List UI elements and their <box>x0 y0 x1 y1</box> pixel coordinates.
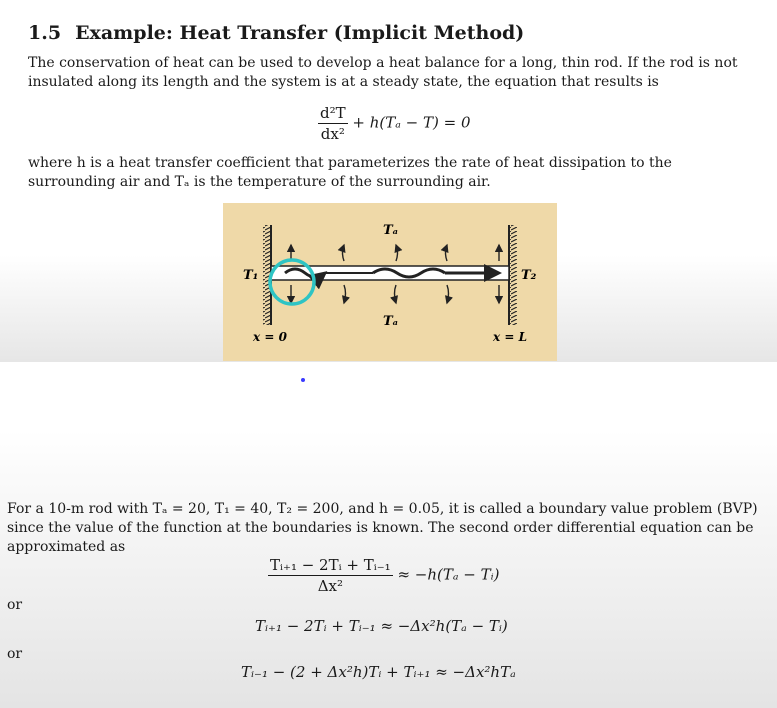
label-ta-top: Tₐ <box>383 223 398 238</box>
dissipation-arrow-down-3 <box>395 285 397 303</box>
heat-rod-diagram <box>223 203 557 361</box>
right-wall-hatch <box>509 225 517 325</box>
equation-fd1-denominator: Δx² <box>317 577 343 595</box>
section-heading <box>28 22 524 44</box>
or-label-1: or <box>7 597 23 613</box>
dissipation-arrow-down-2 <box>344 285 346 303</box>
bvp-paragraph: For a 10-m rod with Tₐ = 20, T₁ = 40, T₂ = 200, and h = 0.05, it is called a boundary value problem (BVP) since the value of the function at the boundaries is known. The second order differential equation can be approximated as <box>7 501 758 555</box>
label-t1: T₁ <box>243 268 259 283</box>
label-ta-bottom: Tₐ <box>383 314 398 329</box>
equation-fd1 <box>268 556 500 595</box>
label-xl: x = L <box>493 330 528 344</box>
definition-paragraph: where h is a heat transfer coefficient that parameterizes the rate of heat dissipation to the surrounding air and Tₐ is the temperature of the surrounding air. <box>28 155 672 190</box>
section-number: 1.5 <box>28 22 62 44</box>
dissipation-arrow-up-2 <box>343 245 345 261</box>
equation-main-rest: + h(Tₐ − T) = 0 <box>352 113 471 132</box>
equation-fd1-fraction <box>268 556 393 595</box>
equation-main-numerator: d²T <box>320 104 346 122</box>
dissipation-arrow-up-3 <box>396 245 398 261</box>
equation-fd2-text: Tᵢ₊₁ − 2Tᵢ + Tᵢ₋₁ ≈ −Δx²h(Tₐ − Tᵢ) <box>255 617 508 635</box>
equation-fd2 <box>255 617 508 635</box>
label-x0: x = 0 <box>253 330 287 344</box>
equation-main-denominator: dx² <box>320 125 345 143</box>
section-title: Example: Heat Transfer (Implicit Method) <box>75 22 525 44</box>
heat-rod-figure <box>223 203 557 361</box>
or-label-2: or <box>7 646 23 662</box>
equation-main-fraction <box>318 104 348 143</box>
dissipation-arrow-down-4 <box>447 285 449 303</box>
intro-paragraph: The conservation of heat can be used to develop a heat balance for a long, thin rod. If the rod is not insulated along its length and the system is at a steady state, the equation that results is <box>28 55 738 90</box>
equation-fd1-rest: ≈ −h(Tₐ − Tᵢ) <box>397 565 500 584</box>
equation-fd1-numerator: Tᵢ₊₁ − 2Tᵢ + Tᵢ₋₁ <box>270 556 391 574</box>
dissipation-arrow-up-4 <box>446 245 448 261</box>
cursor-dot <box>301 378 305 382</box>
equation-main <box>318 104 471 143</box>
equation-fd3 <box>241 663 516 681</box>
equation-fd3-text: Tᵢ₋₁ − (2 + Δx²h)Tᵢ + Tᵢ₊₁ ≈ −Δx²hTₐ <box>241 663 516 681</box>
label-t2: T₂ <box>521 268 537 283</box>
